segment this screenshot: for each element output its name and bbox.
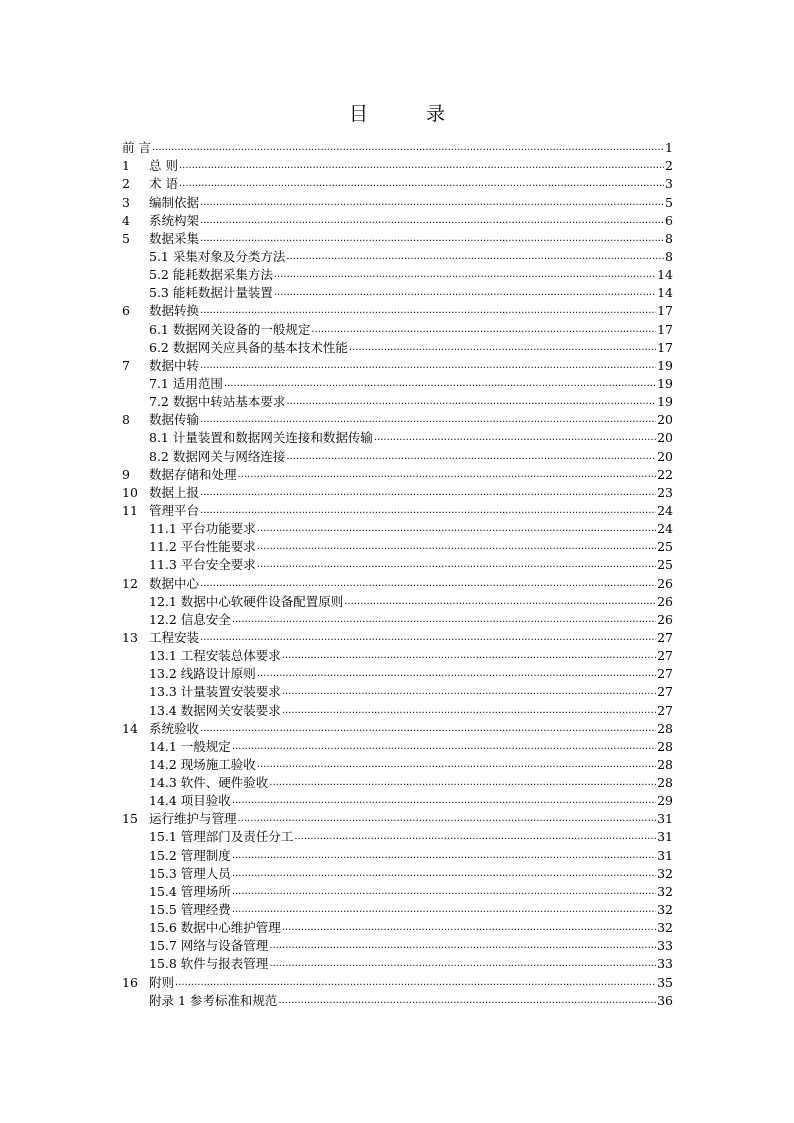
toc-entry-number: 14	[122, 720, 138, 736]
toc-page-number: 27	[657, 666, 673, 682]
toc-page-number: 20	[657, 412, 673, 428]
toc-dot-leader	[294, 829, 656, 844]
title-char-left: 目	[348, 103, 368, 125]
toc-dot-leader	[232, 884, 656, 899]
toc-entry[interactable]	[122, 953, 673, 971]
toc-page-number: 2	[665, 158, 673, 174]
toc-entry[interactable]	[122, 627, 673, 645]
toc-dot-leader	[232, 793, 656, 808]
toc-dot-leader	[200, 213, 664, 228]
toc-entry[interactable]	[122, 427, 673, 445]
toc-entry-number: 10	[122, 484, 138, 500]
toc-entry[interactable]	[122, 917, 673, 935]
toc-page-number: 25	[657, 539, 673, 555]
toc-page-number: 24	[657, 502, 673, 518]
toc-entry[interactable]	[122, 391, 673, 409]
toc-dot-leader	[224, 376, 656, 391]
toc-dot-leader	[269, 938, 656, 953]
toc-entry-label: 系统构架	[149, 212, 200, 228]
toc-dot-leader	[200, 231, 664, 246]
toc-entry-label: 数据上报	[149, 484, 200, 500]
toc-page-number: 20	[657, 448, 673, 464]
toc-entry-label: 12.1 数据中心软硬件设备配置原则	[149, 593, 344, 609]
toc-entry[interactable]	[122, 282, 673, 300]
toc-page-number: 8	[665, 248, 673, 264]
toc-entry-label: 运行维护与管理	[149, 811, 237, 827]
toc-dot-leader	[200, 358, 656, 373]
toc-entry[interactable]	[122, 155, 673, 173]
toc-entry[interactable]	[122, 772, 673, 790]
toc-entry[interactable]	[122, 246, 673, 264]
toc-dot-leader	[274, 267, 656, 282]
toc-entry[interactable]	[122, 355, 673, 373]
toc-dot-leader	[269, 956, 656, 971]
toc-entry[interactable]	[122, 191, 673, 209]
toc-entry-label: 5.3 能耗数据计量装置	[149, 285, 273, 301]
toc-entry-label: 7.1 适用范围	[149, 375, 223, 391]
toc-dot-leader	[286, 394, 656, 409]
toc-dot-leader	[286, 449, 656, 464]
toc-dot-leader	[374, 430, 656, 445]
toc-entry[interactable]	[122, 210, 673, 228]
toc-entry-label: 附则	[149, 974, 175, 990]
toc-dot-leader	[200, 412, 656, 427]
toc-entry[interactable]	[122, 971, 673, 989]
toc-entry-label: 14.4 项目验收	[149, 793, 231, 809]
toc-page-number: 32	[657, 920, 673, 936]
toc-entry-label: 15.8 软件与报表管理	[149, 956, 269, 972]
toc-entry[interactable]	[122, 736, 673, 754]
toc-entry-label: 总 则	[149, 158, 178, 174]
toc-dot-leader	[311, 322, 656, 337]
toc-page-number: 26	[657, 575, 673, 591]
toc-entry-label: 15.7 网络与设备管理	[149, 938, 269, 954]
toc-entry[interactable]	[122, 826, 673, 844]
toc-entry[interactable]	[122, 663, 673, 681]
title-char-right: 录	[426, 103, 446, 125]
toc-entry[interactable]	[122, 500, 673, 518]
toc-entry[interactable]	[122, 554, 673, 572]
toc-dot-leader	[269, 775, 656, 790]
toc-dot-leader	[200, 576, 656, 591]
toc-entry-label: 11.3 平台安全要求	[149, 557, 256, 573]
toc-page-number: 32	[657, 883, 673, 899]
toc-dot-leader	[200, 630, 656, 645]
toc-entry[interactable]	[122, 808, 673, 826]
toc-entry[interactable]	[122, 881, 673, 899]
toc-dot-leader	[200, 303, 656, 318]
toc-dot-leader	[278, 993, 656, 1008]
toc-entry-label: 15.4 管理场所	[149, 883, 231, 899]
toc-page-number: 26	[657, 593, 673, 609]
toc-page-number: 28	[657, 738, 673, 754]
toc-entry-label: 5.2 能耗数据采集方法	[149, 267, 273, 283]
toc-entry-label: 数据采集	[149, 230, 200, 246]
toc-page-number: 32	[657, 865, 673, 881]
toc-dot-leader	[232, 612, 656, 627]
toc-entry-number: 13	[122, 629, 138, 645]
toc-entry[interactable]	[122, 300, 673, 318]
toc-dot-leader	[232, 866, 656, 881]
toc-entry[interactable]	[122, 718, 673, 736]
toc-page-number: 23	[657, 484, 673, 500]
toc-dot-leader	[257, 539, 656, 554]
toc-entry[interactable]	[122, 137, 673, 155]
toc-page-number: 26	[657, 611, 673, 627]
toc-entry-label: 13.1 工程安装总体要求	[149, 648, 281, 664]
toc-entry[interactable]	[122, 591, 673, 609]
toc-entry-label: 管理平台	[149, 502, 200, 518]
toc-dot-leader	[349, 340, 656, 355]
toc-page-number: 17	[657, 339, 673, 355]
toc-entry-label: 编制依据	[149, 194, 200, 210]
toc-entry[interactable]	[122, 609, 673, 627]
toc-entry[interactable]	[122, 173, 673, 191]
toc-dot-leader	[200, 485, 656, 500]
toc-entry[interactable]	[122, 645, 673, 663]
toc-entry-label: 数据中转	[149, 357, 200, 373]
toc-dot-leader	[257, 757, 656, 772]
toc-entry[interactable]	[122, 518, 673, 536]
toc-page-number: 31	[657, 811, 673, 827]
toc-entry[interactable]	[122, 445, 673, 463]
toc-dot-leader	[282, 920, 656, 935]
toc-page-number: 5	[665, 194, 673, 210]
toc-page-number: 25	[657, 557, 673, 573]
toc-entry-label: 数据中心	[149, 575, 200, 591]
toc-entry-number: 5	[122, 230, 130, 246]
toc-entry-label: 5.1 采集对象及分类方法	[149, 248, 286, 264]
toc-entry-number: 11	[122, 502, 138, 518]
toc-entry-number: 8	[122, 412, 130, 428]
page-title	[0, 99, 794, 126]
table-of-contents	[122, 137, 673, 1008]
toc-dot-leader	[232, 739, 656, 754]
toc-entry-number: 6	[122, 303, 130, 319]
toc-dot-leader	[179, 158, 664, 173]
toc-page-number: 28	[657, 775, 673, 791]
toc-dot-leader	[175, 975, 656, 990]
toc-page-number: 33	[657, 956, 673, 972]
toc-entry-label: 14.2 现场施工验收	[149, 756, 256, 772]
toc-entry-label: 11.1 平台功能要求	[149, 521, 256, 537]
toc-page-number: 14	[657, 285, 673, 301]
toc-entry-label: 附录 1 参考标准和规范	[149, 992, 278, 1008]
toc-page-number: 29	[657, 793, 673, 809]
toc-dot-leader	[238, 467, 657, 482]
toc-entry[interactable]	[122, 899, 673, 917]
toc-entry[interactable]	[122, 990, 673, 1008]
toc-entry-label: 系统验收	[149, 720, 200, 736]
toc-entry[interactable]	[122, 409, 673, 427]
toc-dot-leader	[200, 503, 656, 518]
toc-entry-label: 13.2 线路设计原则	[149, 666, 256, 682]
toc-page-number: 33	[657, 938, 673, 954]
toc-dot-leader	[257, 521, 656, 536]
toc-dot-leader	[232, 848, 656, 863]
toc-entry-label: 15.6 数据中心维护管理	[149, 920, 281, 936]
toc-entry-label: 13.3 计量装置安装要求	[149, 684, 281, 700]
toc-entry[interactable]	[122, 572, 673, 590]
toc-dot-leader	[152, 140, 664, 155]
toc-page-number: 28	[657, 720, 673, 736]
toc-entry-number: 7	[122, 357, 130, 373]
toc-page-number: 20	[657, 430, 673, 446]
toc-page-number: 3	[665, 176, 673, 192]
toc-dot-leader	[238, 811, 657, 826]
toc-entry-label: 15.5 管理经费	[149, 902, 231, 918]
toc-page-number: 19	[657, 357, 673, 373]
toc-entry[interactable]	[122, 482, 673, 500]
toc-entry-label: 8.2 数据网关与网络连接	[149, 448, 286, 464]
toc-entry[interactable]	[122, 790, 673, 808]
toc-entry[interactable]	[122, 935, 673, 953]
toc-entry-label: 7.2 数据中转站基本要求	[149, 394, 286, 410]
toc-entry-label: 15.1 管理部门及责任分工	[149, 829, 294, 845]
toc-entry-label: 数据传输	[149, 412, 200, 428]
toc-entry-label: 15.2 管理制度	[149, 847, 231, 863]
toc-dot-leader	[282, 703, 656, 718]
toc-entry[interactable]	[122, 536, 673, 554]
toc-page-number: 28	[657, 756, 673, 772]
toc-entry-number: 16	[122, 974, 138, 990]
toc-entry-label: 6.1 数据网关设备的一般规定	[149, 321, 311, 337]
toc-page-number: 27	[657, 684, 673, 700]
toc-entry-label: 数据存储和处理	[149, 466, 237, 482]
toc-entry[interactable]	[122, 318, 673, 336]
toc-dot-leader	[257, 557, 656, 572]
toc-entry-number: 9	[122, 466, 130, 482]
toc-page-number: 27	[657, 648, 673, 664]
toc-entry-label: 术 语	[149, 176, 178, 192]
toc-entry-number: 15	[122, 811, 138, 827]
toc-page-number: 27	[657, 629, 673, 645]
toc-entry[interactable]	[122, 337, 673, 355]
toc-entry-label: 6.2 数据网关应具备的基本技术性能	[149, 339, 348, 355]
toc-entry-label: 12.2 信息安全	[149, 611, 231, 627]
toc-entry-number: 1	[122, 158, 130, 174]
toc-entry[interactable]	[122, 699, 673, 717]
toc-entry-label: 14.3 软件、硬件验收	[149, 775, 269, 791]
toc-dot-leader	[200, 195, 664, 210]
toc-page-number: 22	[657, 466, 673, 482]
toc-entry-number: 4	[122, 212, 130, 228]
toc-entry[interactable]	[122, 754, 673, 772]
toc-page-number: 17	[657, 303, 673, 319]
toc-page-number: 6	[665, 212, 673, 228]
toc-entry-label: 14.1 一般规定	[149, 738, 231, 754]
toc-entry-label: 15.3 管理人员	[149, 865, 231, 881]
toc-dot-leader	[200, 721, 656, 736]
toc-entry-label: 13.4 数据网关安装要求	[149, 702, 281, 718]
toc-page-number: 35	[657, 974, 673, 990]
toc-dot-leader	[344, 594, 656, 609]
toc-entry-number: 前 言	[122, 140, 151, 156]
toc-page-number: 31	[657, 829, 673, 845]
toc-entry[interactable]	[122, 681, 673, 699]
toc-dot-leader	[232, 902, 656, 917]
toc-dot-leader	[282, 684, 656, 699]
toc-page-number: 24	[657, 521, 673, 537]
toc-page-number: 19	[657, 394, 673, 410]
toc-page-number: 14	[657, 267, 673, 283]
toc-entry-label: 8.1 计量装置和数据网关连接和数据传输	[149, 430, 373, 446]
toc-dot-leader	[179, 176, 664, 191]
toc-entry[interactable]	[122, 228, 673, 246]
toc-entry[interactable]	[122, 264, 673, 282]
toc-entry-label: 11.2 平台性能要求	[149, 539, 256, 555]
toc-page-number: 17	[657, 321, 673, 337]
toc-dot-leader	[286, 249, 664, 264]
toc-entry[interactable]	[122, 464, 673, 482]
toc-entry-number: 12	[122, 575, 138, 591]
toc-entry-label: 工程安装	[149, 629, 200, 645]
toc-page-number: 19	[657, 375, 673, 391]
toc-entry-number: 3	[122, 194, 130, 210]
toc-entry-number: 2	[122, 176, 130, 192]
toc-page-number: 36	[657, 992, 673, 1008]
toc-dot-leader	[282, 648, 656, 663]
toc-entry-label: 数据转换	[149, 303, 200, 319]
toc-dot-leader	[257, 666, 656, 681]
toc-page-number: 1	[665, 140, 673, 156]
toc-entry[interactable]	[122, 863, 673, 881]
toc-entry[interactable]	[122, 373, 673, 391]
toc-entry[interactable]	[122, 844, 673, 862]
toc-page-number: 8	[665, 230, 673, 246]
toc-page-number: 32	[657, 902, 673, 918]
toc-dot-leader	[274, 285, 656, 300]
toc-page-number: 31	[657, 847, 673, 863]
toc-page-number: 27	[657, 702, 673, 718]
